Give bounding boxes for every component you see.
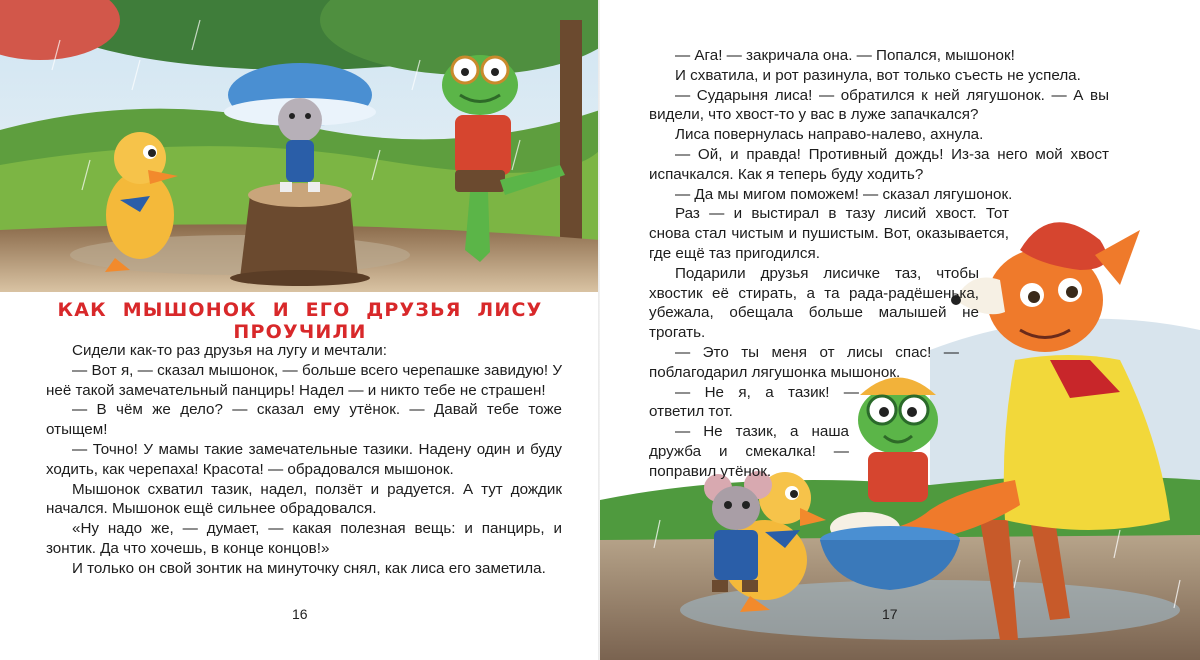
- paragraph: — Вот я, — сказал мышонок, — больше всего черепашке завидую! У неё такой замечательный панцирь! Надел — и никто тебе не страшен!: [46, 361, 562, 399]
- paragraph: И только он свой зонтик на минуточку снял, как лиса его заметила.: [72, 559, 546, 577]
- paragraph: «Ну надо же, — думает, — какая полезная вещь: и панцирь, и зонтик. Да что хочешь, в конце концов!»: [46, 520, 562, 557]
- right-page-text: [649, 46, 1109, 482]
- page-number-left: 16: [292, 606, 308, 622]
- paragraph: — В чём же дело? — сказал ему утёнок. — Давай тебе тоже отыщем!: [46, 401, 562, 439]
- paragraph: — Точно! У мамы такие замечательные тазики. Надену один и буду ходить, как черепаха! Красота! — обрадовался мышонок.: [46, 440, 562, 478]
- paragraph: И схватила, и рот разинула, вот только съесть не успела.: [675, 66, 1081, 84]
- paragraph: — Ой, и правда! Противный дождь! Из-за него мой хвост испачкался. Как я теперь буду ходить?: [649, 145, 1109, 183]
- illustration-friends-in-rain: [0, 0, 600, 292]
- paragraph: Сидели как-то раз друзья на лугу и мечтали:: [72, 342, 388, 359]
- paragraph: Раз — и выстирал в тазу лисий хвост. Тот снова стал чистым и пушистым. Вот, оказывается, где ещё таз пригодился.: [649, 205, 1009, 262]
- left-page-text: [46, 341, 562, 579]
- paragraph: — Да мы мигом поможем! — сказал лягушонок.: [675, 185, 1013, 203]
- paragraph: — Это ты меня от лисы спас! — поблагодарил лягушонка мышонок.: [649, 343, 959, 381]
- paragraph: — Сударыня лиса! — обратился к ней лягушонок. — А вы видели, что хвост-то у вас в луже запачкался?: [649, 86, 1109, 124]
- right-page: [600, 0, 1200, 660]
- paragraph: — Не я, а тазик! — ответил тот.: [649, 383, 859, 421]
- paragraph: — Ага! — закричала она. — Попался, мышонок!: [675, 47, 1015, 64]
- paragraph: Мышонок схватил тазик, надел, ползёт и радуется. А тут дождик начался. Мышонок ещё сильнее обрадовался.: [46, 480, 562, 518]
- paragraph: Подарили друзья лисичке таз, чтобы хвостик её стирать, а та рада-радёшенька, убежала, обещала больше малышей не трогать.: [649, 264, 979, 342]
- paragraph: Лиса повернулась направо-налево, ахнула.: [675, 126, 984, 144]
- page-number-right: 17: [882, 606, 898, 622]
- story-title: КАК МЫШОНОК И ЕГО ДРУЗЬЯ ЛИСУ ПРОУЧИЛИ: [57, 299, 543, 343]
- paragraph: — Не тазик, а наша дружба и смекалка! — поправил утёнок.: [649, 423, 849, 480]
